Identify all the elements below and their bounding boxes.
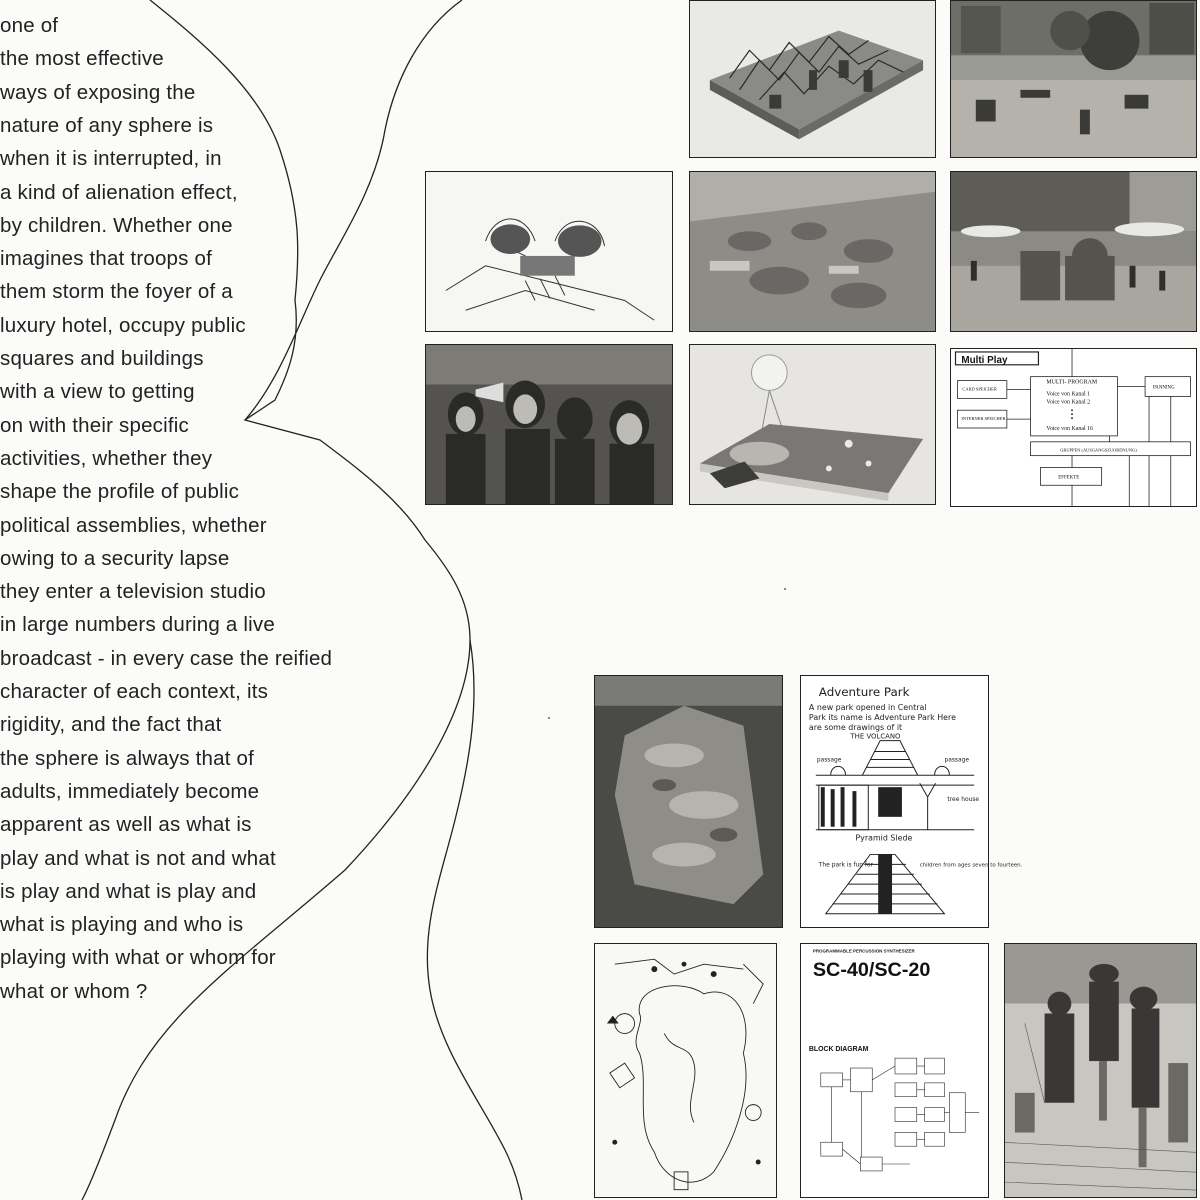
passage-line: adults, immediately become [0,779,260,803]
passage-line: what or whom ? [0,979,148,1003]
multiplay-voice-16: Voice von Kanal 16 [1046,425,1093,432]
passage-line: rigidity, and the fact that [0,713,222,737]
drawing-pyramid: Pyramid Slede [855,833,913,843]
passage-line: play and what is not and what [0,846,276,870]
passage-line: with a view to getting [0,380,195,404]
multiplay-card: CARD SPEICHER [962,386,997,392]
drawing-ages: children from ages seven to fourteen. [919,862,1023,869]
specks [548,717,550,719]
passage-line: a kind of alienation effect, [0,180,238,204]
multiplay-panning: PANNING [1152,385,1175,391]
synth-subtitle: BLOCK DIAGRAM [808,1046,869,1054]
diagram-synth-block [800,943,989,1198]
passage-line: they enter a television studio [0,580,266,604]
passage-line: shape the profile of public [0,480,240,504]
passage-line: them storm the foyer of a [0,280,233,304]
drawing-tree-house: tree house [947,796,980,804]
multiplay-gruppen: GRUPPEN (AUSGANGSZUORDNUNG) [1060,447,1137,453]
passage-line: in large numbers during a live [0,613,275,637]
diagram-multi-play [950,348,1197,507]
multiplay-effekte: EFFEKTE [1058,475,1080,481]
photo-playground-model-aerial [689,0,936,158]
passage-line: the sphere is always that of [0,746,255,770]
specks [784,588,786,590]
photo-plaza-with-blocks [950,171,1197,332]
photo-landform-model [594,675,783,928]
passage-line: owing to a security lapse [0,546,230,570]
passage-line: is play and what is play and [0,879,257,903]
passage-line: broadcast - in every case the reified [0,646,333,670]
passage-line: the most effective [0,47,164,71]
photo-balloon-model [689,344,936,505]
drawing-title: Adventure Park [818,685,910,700]
passage-line: one of [0,14,59,37]
passage-line: ways of exposing the [0,80,196,104]
photo-playground-courtyard [950,0,1197,158]
passage-line: on with their specific [0,413,189,437]
drawing-passage-left: passage [816,756,842,764]
passage-line: apparent as well as what is [0,813,252,837]
passage-line: when it is interrupted, in [0,147,222,171]
multiplay-voice-1: Voice von Kanal 1 [1046,391,1091,398]
passage-line: by children. Whether one [0,213,233,237]
drawing-volcano: THE VOLCANO [850,732,901,741]
passage-line: what is playing and who is [0,913,244,937]
passage-line: playing with what or whom for [0,946,276,970]
multiplay-internal: INTERNER SPEICHER [961,416,1006,422]
passage-line: character of each context, its [0,680,269,703]
passage-line: nature of any sphere is [0,113,214,137]
sketch-children-lying-on-ground [425,171,673,332]
synth-title: SC-40/SC-20 [812,959,931,982]
engraving-victorian-street-scene [1004,943,1197,1198]
photo-children-with-megaphone [425,344,673,505]
passage-line: activities, whether they [0,446,213,470]
synth-header: PROGRAMMABLE PERCUSSION SYNTHESIZER [812,948,915,954]
passage-line: political assemblies, whether [0,513,267,537]
multiplay-title: Multi Play [961,354,1008,366]
plan-playground-map [594,943,777,1198]
passage-line: luxury hotel, occupy public [0,313,246,337]
multiplay-program: MULTI- PROGRAM [1046,379,1098,386]
multiplay-voice-2: Voice von Kanal 2 [1046,399,1091,406]
drawing-adventure-park [800,675,1023,928]
drawing-passage-right: passage [944,756,970,764]
drawing-line-3: are some drawings of it [808,722,903,732]
drawing-line-2: Park its name is Adventure Park Here [808,712,956,722]
photo-sculpted-landscape-model [689,171,936,332]
drawing-line-1: A new park opened in Central [808,702,927,712]
passage-line: imagines that troops of [0,247,212,271]
passage-line: squares and buildings [0,347,204,370]
drawing-park-fun: The park is fun for [818,861,874,869]
